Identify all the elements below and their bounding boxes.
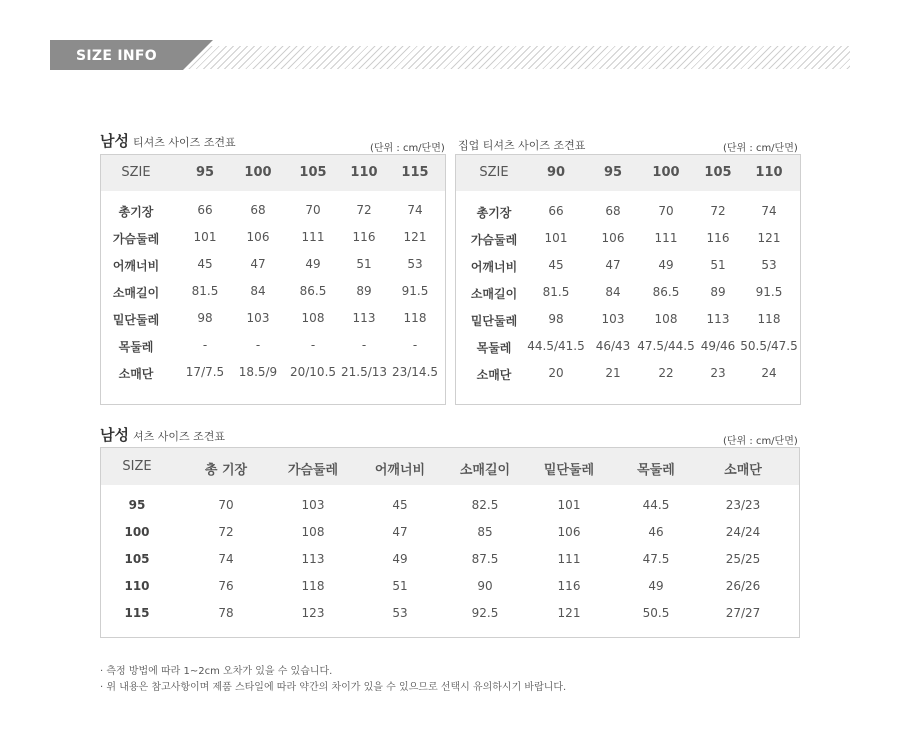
table-cell: 121 <box>403 230 427 244</box>
zip-heading-text: 집업 티셔츠 사이즈 조견표 <box>458 139 586 152</box>
row-label: 총기장 <box>118 205 154 219</box>
table-cell: 85 <box>477 525 493 539</box>
header-cell: 소매길이 <box>459 463 511 478</box>
table-cell: 113 <box>352 311 376 325</box>
table-cell: 25/25 <box>725 552 761 566</box>
table-cell: 87.5 <box>471 552 499 566</box>
row-label: 110 <box>124 579 150 593</box>
table-cell: 70 <box>218 498 234 512</box>
table-cell: 51 <box>356 257 372 271</box>
table-cell: 50.5 <box>642 606 670 620</box>
table-cell: 82.5 <box>471 498 499 512</box>
header-cell: 95 <box>603 165 623 180</box>
row-label: 소매길이 <box>112 286 160 300</box>
table-cell: 21 <box>605 366 621 380</box>
table-cell: 49 <box>648 579 664 593</box>
table-cell: 106 <box>246 230 270 244</box>
table-cell: 66 <box>197 203 213 217</box>
table-cell: 121 <box>757 231 781 245</box>
table-cell: 72 <box>356 203 372 217</box>
note-line: · 측정 방법에 따라 1~2cm 오차가 있을 수 있습니다. <box>100 666 333 677</box>
table-cell: - <box>255 338 261 352</box>
table-cell: 113 <box>301 552 325 566</box>
zip-size-table <box>455 154 801 405</box>
table-cell: 66 <box>548 204 564 218</box>
table-cell: 74 <box>407 203 423 217</box>
table-cell: 44.5 <box>642 498 670 512</box>
shirt-heading-text: 셔츠 사이즈 조견표 <box>132 430 225 443</box>
table-cell: 47 <box>605 258 621 272</box>
table-cell: 101 <box>557 498 581 512</box>
header-cell: 105 <box>704 165 732 180</box>
table-cell: 24 <box>761 366 777 380</box>
table-cell: 74 <box>761 204 777 218</box>
table-cell: 121 <box>557 606 581 620</box>
table-cell: 72 <box>710 204 726 218</box>
header-cell: 밑단둘레 <box>543 463 595 478</box>
table-cell: 49 <box>305 257 321 271</box>
table-cell: 106 <box>601 231 625 245</box>
table-cell: 20/10.5 <box>289 365 337 379</box>
table-cell: 118 <box>757 312 781 326</box>
table-cell: 103 <box>301 498 325 512</box>
row-label: 목둘레 <box>118 340 154 354</box>
header-cell: 100 <box>244 165 272 180</box>
table-cell: 46 <box>648 525 664 539</box>
shirt-unit: (단위 : cm/단면) <box>723 436 798 447</box>
table-cell: 103 <box>246 311 270 325</box>
table-cell: 89 <box>710 285 726 299</box>
table-cell: 101 <box>193 230 217 244</box>
table-cell: 91.5 <box>401 284 429 298</box>
table-cell: 53 <box>407 257 423 271</box>
table-cell: 47 <box>250 257 266 271</box>
banner-title: SIZE INFO <box>76 48 157 64</box>
table-cell: - <box>310 338 316 352</box>
table-cell: 116 <box>706 231 730 245</box>
row-label: 115 <box>124 606 150 620</box>
tshirt-table-heading <box>100 130 236 151</box>
row-label: 가슴둘레 <box>470 233 518 247</box>
table-cell: 47 <box>392 525 408 539</box>
header-cell: 95 <box>195 165 215 180</box>
table-cell: 44.5/41.5 <box>527 339 585 353</box>
table-cell: 18.5/9 <box>238 365 278 379</box>
table-cell: 106 <box>557 525 581 539</box>
row-label: 총기장 <box>476 206 512 220</box>
table-cell: 47.5 <box>642 552 670 566</box>
table-cell: 118 <box>403 311 427 325</box>
table-cell: 81.5 <box>542 285 570 299</box>
table-cell: 111 <box>301 230 325 244</box>
table-cell: 108 <box>301 311 325 325</box>
table-cell: - <box>202 338 208 352</box>
header-cell: 소매단 <box>724 463 762 478</box>
table-cell: 17/7.5 <box>185 365 225 379</box>
table-cell: 81.5 <box>191 284 219 298</box>
shirt-heading-bold: 남성 <box>100 426 129 444</box>
table-cell: 27/27 <box>725 606 761 620</box>
row-label: 105 <box>124 552 150 566</box>
header-cell: 100 <box>652 165 680 180</box>
table-cell: 123 <box>301 606 325 620</box>
table-cell: 90 <box>477 579 493 593</box>
table-cell: 111 <box>557 552 581 566</box>
header-cell: 목둘레 <box>637 463 675 478</box>
table-cell: 89 <box>356 284 372 298</box>
header-cell: 110 <box>350 165 378 180</box>
table-cell: 21.5/13 <box>340 365 388 379</box>
table-cell: 53 <box>761 258 777 272</box>
row-label: 95 <box>128 498 146 512</box>
table-cell: 47.5/44.5 <box>637 339 695 353</box>
table-cell: 111 <box>654 231 678 245</box>
header-cell: 총 기장 <box>204 463 248 478</box>
table-cell: 84 <box>605 285 621 299</box>
table-cell: 103 <box>601 312 625 326</box>
table-cell: 46/43 <box>595 339 631 353</box>
notes <box>100 664 566 696</box>
header-cell: 어깨너비 <box>374 463 426 478</box>
table-cell: 45 <box>197 257 213 271</box>
note-line: · 위 내용은 참고사항이며 제품 스타일에 따라 약간의 차이가 있을 수 있으므로 선택시 유의하시기 바랍니다. <box>100 682 567 693</box>
shirt-size-table <box>100 447 800 638</box>
banner-hatch-decoration <box>162 46 850 69</box>
table-cell: 78 <box>218 606 234 620</box>
table-cell: 51 <box>392 579 408 593</box>
header-cell: 115 <box>401 165 429 180</box>
table-cell: 116 <box>352 230 376 244</box>
table-cell: 20 <box>548 366 564 380</box>
table-cell: 72 <box>218 525 234 539</box>
table-cell: 45 <box>548 258 564 272</box>
header-size-label: SZIE <box>479 165 509 180</box>
table-cell: 24/24 <box>725 525 761 539</box>
row-label: 밑단둘레 <box>112 313 160 327</box>
table-cell: 76 <box>218 579 234 593</box>
table-cell: 92.5 <box>471 606 499 620</box>
table-cell: 86.5 <box>299 284 327 298</box>
row-label: 어깨너비 <box>112 259 160 273</box>
table-cell: 49 <box>392 552 408 566</box>
tshirt-heading-bold: 남성 <box>100 132 129 150</box>
row-label: 100 <box>124 525 150 539</box>
row-label: 소매길이 <box>470 287 518 301</box>
row-label: 어깨너비 <box>470 260 518 274</box>
table-cell: 53 <box>392 606 408 620</box>
table-cell: - <box>361 338 367 352</box>
table-cell: 116 <box>557 579 581 593</box>
table-cell: - <box>412 338 418 352</box>
table-cell: 108 <box>654 312 678 326</box>
tshirt-unit: (단위 : cm/단면) <box>370 143 445 154</box>
table-cell: 23/14.5 <box>391 365 439 379</box>
header-cell: 90 <box>546 165 566 180</box>
table-cell: 98 <box>548 312 564 326</box>
tshirt-size-table <box>100 154 446 405</box>
row-label: 소매단 <box>118 367 154 381</box>
table-cell: 70 <box>305 203 321 217</box>
row-label: 밑단둘레 <box>470 314 518 328</box>
table-cell: 118 <box>301 579 325 593</box>
shirt-table-heading <box>100 424 225 445</box>
table-cell: 50.5/47.5 <box>740 339 798 353</box>
row-label: 목둘레 <box>476 341 512 355</box>
table-cell: 113 <box>706 312 730 326</box>
table-cell: 68 <box>605 204 621 218</box>
header-size-label: SIZE <box>122 459 152 474</box>
header-cell: 110 <box>755 165 783 180</box>
header-size-label: SZIE <box>121 165 151 180</box>
table-cell: 49 <box>658 258 674 272</box>
table-cell: 101 <box>544 231 568 245</box>
header-cell: 105 <box>299 165 327 180</box>
table-cell: 70 <box>658 204 674 218</box>
table-cell: 49/46 <box>700 339 736 353</box>
table-cell: 98 <box>197 311 213 325</box>
row-label: 가슴둘레 <box>112 232 160 246</box>
header-cell: 가슴둘레 <box>287 463 339 478</box>
table-cell: 84 <box>250 284 266 298</box>
table-cell: 74 <box>218 552 234 566</box>
zip-unit: (단위 : cm/단면) <box>723 143 798 154</box>
table-cell: 45 <box>392 498 408 512</box>
table-cell: 91.5 <box>755 285 783 299</box>
table-cell: 108 <box>301 525 325 539</box>
table-cell: 26/26 <box>725 579 761 593</box>
table-cell: 51 <box>710 258 726 272</box>
table-cell: 22 <box>658 366 674 380</box>
size-info-banner <box>50 40 850 70</box>
tshirt-heading-text: 티셔츠 사이즈 조견표 <box>132 136 236 149</box>
row-label: 소매단 <box>476 368 512 382</box>
table-cell: 23/23 <box>725 498 761 512</box>
zip-table-heading <box>458 137 585 153</box>
table-cell: 86.5 <box>652 285 680 299</box>
table-cell: 68 <box>250 203 266 217</box>
table-cell: 23 <box>710 366 726 380</box>
